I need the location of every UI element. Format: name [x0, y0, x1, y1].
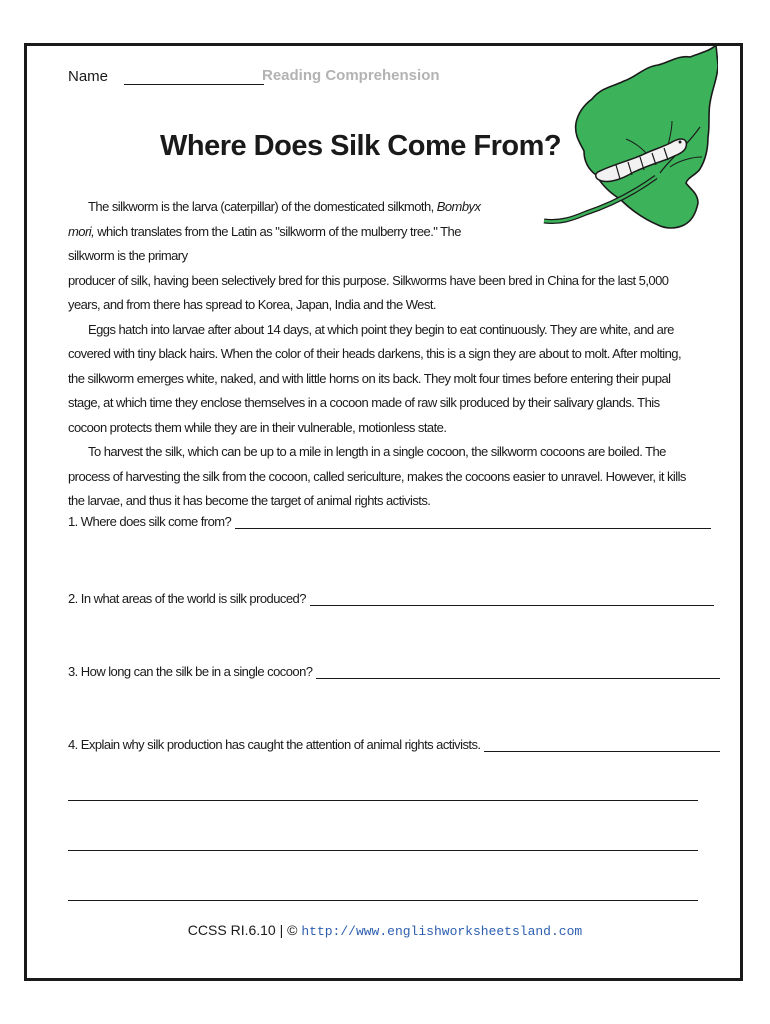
answer-1-line[interactable]: [235, 514, 711, 529]
footer-standard: CCSS RI.6.10 | ©: [187, 922, 302, 938]
page-title: Where Does Silk Come From?: [160, 130, 562, 162]
answer-4-line[interactable]: [484, 737, 720, 752]
question-2-text: 2. In what areas of the world is silk produced?: [68, 591, 306, 606]
question-4-text: 4. Explain why silk production has caught the attention of animal rights activists.: [68, 737, 481, 752]
name-row: [68, 66, 264, 85]
question-1: [68, 514, 711, 529]
subject-label: Reading Comprehension: [262, 67, 440, 84]
question-1-text: 1. Where does silk come from?: [68, 514, 232, 529]
footer-link[interactable]: http://www.englishworksheetsland.com: [301, 924, 583, 939]
question-2: [68, 591, 714, 606]
answer-4-line-4[interactable]: [68, 900, 698, 901]
paragraph-2: Eggs hatch into larvae after about 14 days, at which point they begin to eat continuously. They are white, and are covered with tiny black hairs. When the color of their heads darkens, this is a sign they are about to molt. After molting, the silkworm emerges white, naked, and with little horns on its back. They molt four times before entering their pupal stage, at which time they enclose themselves in a cocoon made of raw silk produced by their salivary glands. This cocoon protects them while they are in their vulnerable, motionless state.: [68, 321, 682, 435]
question-4: [68, 737, 720, 752]
name-label: Name: [68, 68, 109, 85]
answer-4-line-3[interactable]: [68, 850, 698, 851]
name-input-line[interactable]: [124, 66, 264, 85]
question-3-text: 3. How long can the silk be in a single cocoon?: [68, 664, 313, 679]
question-3: [68, 664, 720, 679]
footer: [0, 922, 770, 939]
answer-2-line[interactable]: [310, 591, 714, 606]
paragraph-1-continued: producer of silk, having been selectively bred for this purpose. Silkworms have been bred in China for the last 5,000 years, and from there has spread to Korea, Japan, India and the West.: [68, 272, 669, 312]
paragraph-1: The silkworm is the larva (caterpillar) of the domesticated silkmoth, Bombyx mori, which translates from the Latin as "silkworm of the mulberry tree." The silkworm is the primary: [68, 199, 481, 263]
answer-4-line-2[interactable]: [68, 800, 698, 801]
paragraph-3: To harvest the silk, which can be up to a mile in length in a single cocoon, the silkworm cocoons are boiled. The process of harvesting the silk from the cocoon, called sericulture, makes the cocoons easier to unravel. However, it kills the larvae, and thus it has become the target of animal rights activists.: [68, 444, 686, 508]
answer-3-line[interactable]: [316, 664, 720, 679]
reading-passage: [68, 195, 700, 514]
